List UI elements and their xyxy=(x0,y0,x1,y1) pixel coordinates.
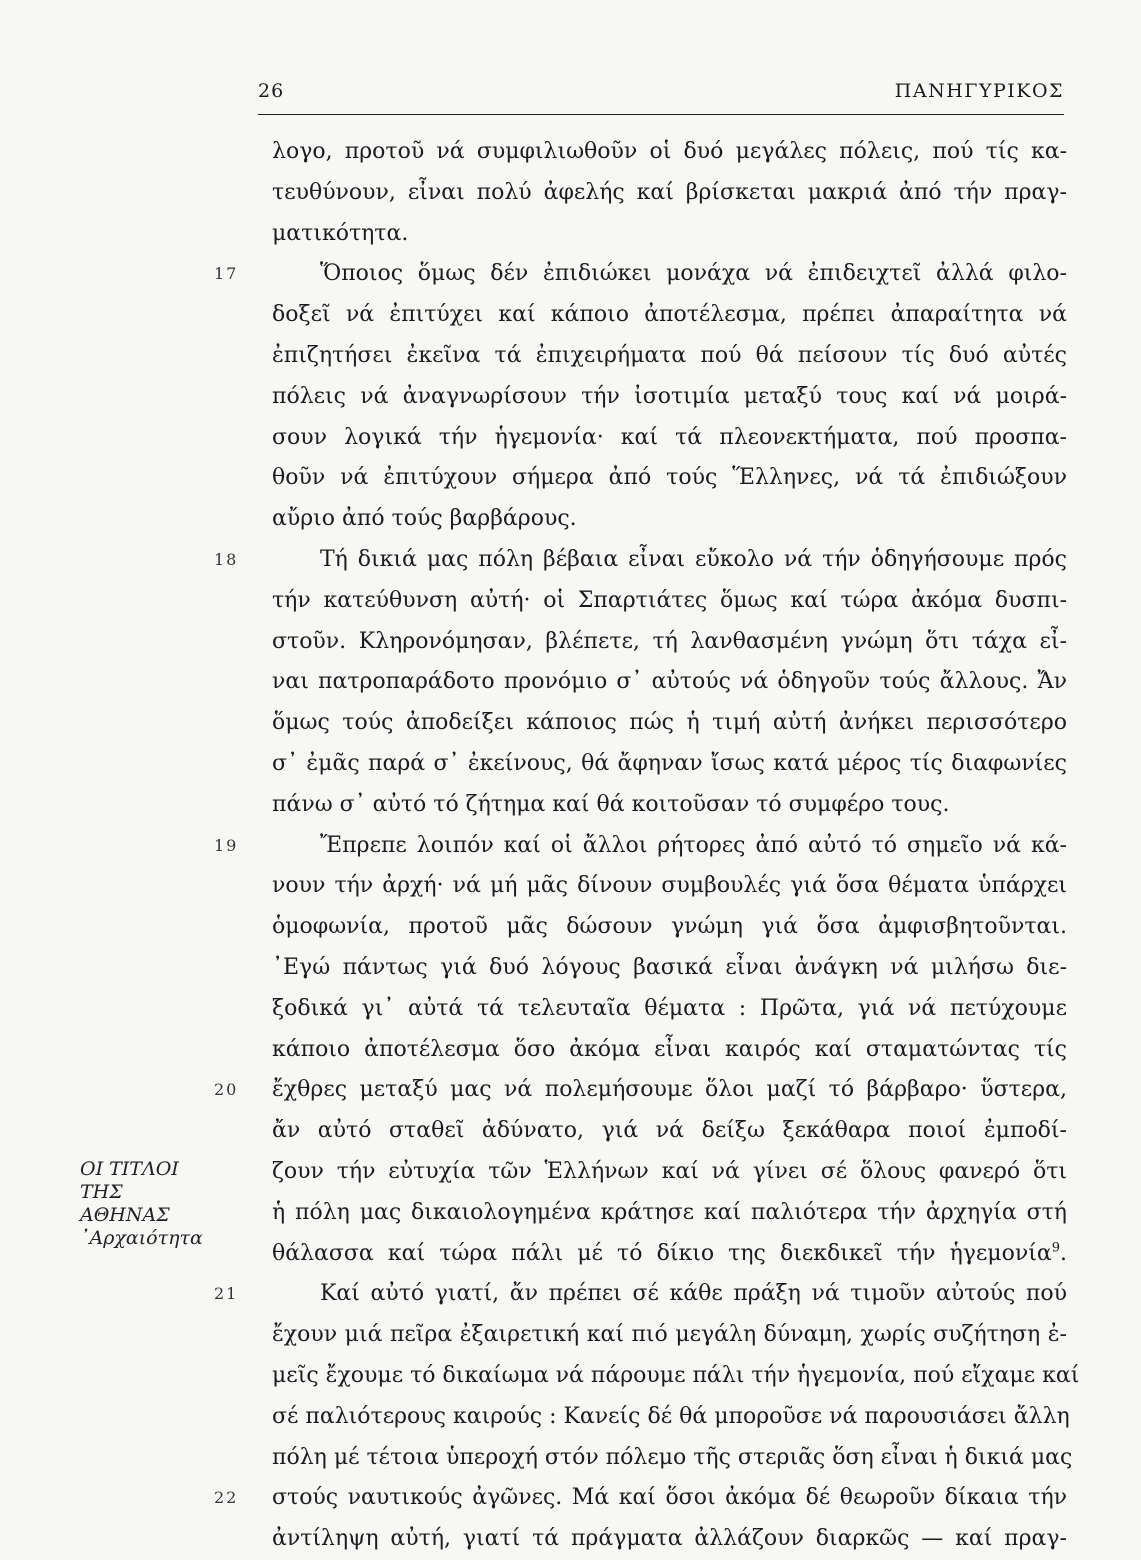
section-number-17: 17 xyxy=(214,264,239,284)
text-line: θοῦν νά ἐπιτύχουν σήμερα ἀπό τούς Ἕλληνες, νά τά ἐπιδιώξουν xyxy=(272,465,1067,491)
margin-note-line: ΑΘΗΝΑΣ xyxy=(80,1204,170,1226)
footnote-end-punct: . xyxy=(1060,1240,1067,1266)
text-line: ξοδικά γι᾽ αὐτά τά τελευταῖα θέματα : Πρῶτα, γιά νά πετύχουμε xyxy=(272,995,1067,1021)
text-line: στοῦν. Κληρονόμησαν, βλέπετε, τή λανθασμένη γνώμη ὅτι τάχα εἶ- xyxy=(272,628,1067,654)
text-line xyxy=(214,1274,1067,1315)
text-line: πάνω σ᾽ αὐτό τό ζήτημα καί θά κοιτοῦσαν τό συμφέρο τους. xyxy=(272,791,950,817)
section-number-18: 18 xyxy=(214,549,239,569)
text-line: ἐπιζητήσει ἐκεῖνα τά ἐπιχειρήματα πού θά πείσουν τίς δυό αὐτές xyxy=(272,342,1067,368)
text-line xyxy=(214,254,1067,295)
text-line: κάποιο ἀποτέλεσμα ὅσο ἀκόμα εἶναι καιρός καί σταματώντας τίς xyxy=(272,1036,1067,1062)
text-line: σ᾽ ἐμᾶς παρά σ᾽ ἐκείνους, θά ἄφηναν ἴσως κατά μέρος τίς διαφωνίες xyxy=(272,750,1067,776)
margin-note xyxy=(80,1158,203,1250)
margin-note-line: ΤΗΣ xyxy=(80,1181,123,1203)
text-line: ζουν τήν εὐτυχία τῶν Ἑλλήνων καί νά γίνει σέ ὅλους φανερό ὅτι xyxy=(272,1158,1067,1184)
text-line-content: θάλασσα καί τώρα πάλι μέ τό δίκιο της διεκδικεῖ τήν ἡγεμονία xyxy=(272,1240,1052,1266)
margin-note-line: ΟΙ ΤΙΤΛΟΙ xyxy=(80,1158,179,1180)
text-line: λογο, προτοῦ νά συμφιλιωθοῦν οἱ δυό μεγάλες πόλεις, πού τίς κα- xyxy=(272,139,1067,164)
text-line xyxy=(214,1478,1067,1519)
text-line-content: Καί αὐτό γιατί, ἄν πρέπει σέ κάθε πράξη νά τιμοῦν αὐτούς πού xyxy=(320,1281,1067,1307)
page-number: 26 xyxy=(258,80,285,102)
text-line: ἔχουν μιά πεῖρα ἐξαιρετική καί πιό μεγάλη δύναμη, χωρίς συζήτηση ἐ- xyxy=(272,1322,1067,1348)
text-line: ᾽Εγώ πάντως γιά δυό λόγους βασικά εἶναι ἀνάγκη νά μιλήσω διε- xyxy=(272,954,1067,980)
text-line: ὁμοφωνία, προτοῦ μᾶς δώσουν γνώμη γιά ὅσα ἀμφισβητοῦνται. xyxy=(272,914,1067,940)
text-line-content: Ἔπρεπε λοιπόν καί οἱ ἄλλοι ρήτορες ἀπό αὐτό τό σημεῖο νά κά- xyxy=(320,832,1067,858)
text-line: αὔριο ἀπό τούς βαρβάρους. xyxy=(272,506,577,532)
running-title: ΠΑΝΗΓΥΡΙΚΟΣ xyxy=(894,80,1064,102)
text-line: ἡ πόλη μας δικαιολογημένα κράτησε καί παλιότερα τήν ἀρχηγία στή xyxy=(272,1199,1067,1225)
text-line: νουν τήν ἀρχή· νά μή μᾶς δίνουν συμβουλές γιά ὅσα θέματα ὑπάρχει xyxy=(272,873,1067,899)
text-line: ὅμως τούς ἀποδείξει κάποιος πώς ἡ τιμή αὐτή ἀνήκει περισσότερο xyxy=(272,710,1067,736)
text-line xyxy=(272,1234,1067,1275)
text-line: πόλη μέ τέτοια ὑπεροχή στόν πόλεμο τῆς στεριᾶς ὅση εἶναι ἡ δικιά μας xyxy=(272,1444,1073,1470)
text-line xyxy=(214,540,1067,581)
text-line: σουν λογικά τήν ἡγεμονία· καί τά πλεονεκτήματα, πού προσπα- xyxy=(272,424,1067,450)
text-line: σέ παλιότερους καιρούς : Κανείς δέ θά μποροῦσε νά παρουσιάσει ἄλλη xyxy=(272,1403,1070,1429)
section-number-20: 20 xyxy=(214,1080,239,1100)
text-line-content: ἔχθρες μεταξύ μας νά πολεμήσουμε ὅλοι μαζί τό βάρβαρο· ὕστερα, xyxy=(272,1077,1067,1103)
text-line: ἄν αὐτό σταθεῖ ἀδύνατο, γιά νά δείξω ξεκάθαρα ποιοί ἐμποδί- xyxy=(272,1118,1067,1144)
section-number-21: 21 xyxy=(214,1284,239,1304)
section-number-19: 19 xyxy=(214,835,239,855)
text-line: δοξεῖ νά ἐπιτύχει καί κάποιο ἀποτέλεσμα, πρέπει ἀπαραίτητα νά xyxy=(272,302,1067,328)
text-line-content: στούς ναυτικούς ἀγῶνες. Μά καί ὅσοι ἀκόμα δέ θεωροῦν δίκαια τήν xyxy=(272,1485,1067,1511)
page-header xyxy=(258,76,1064,115)
body-text xyxy=(214,132,1080,1560)
text-line: ἀντίληψη αὐτή, γιατί τά πράγματα ἀλλάζουν διαρκῶς — καί πραγ- xyxy=(272,1526,1067,1552)
margin-note-line: ᾽Αρχαιότητα xyxy=(80,1227,203,1249)
text-line: μεῖς ἔχουμε τό δικαίωμα νά πάρουμε πάλι τήν ἡγεμονία, πού εἴχαμε καί xyxy=(272,1362,1080,1388)
text-line: ματικότητα. xyxy=(272,220,409,246)
text-line-content: Ὅποιος ὅμως δέν ἐπιδιώκει μονάχα νά ἐπιδειχτεῖ ἀλλά φιλο- xyxy=(320,261,1067,287)
text-line-content: Τή δικιά μας πόλη βέβαια εἶναι εὔκολο νά τήν ὁδηγήσουμε πρός xyxy=(320,546,1067,572)
text-line: ναι πατροπαράδοτο προνόμιο σ᾽ αὐτούς νά ὁδηγοῦν τούς ἄλλους. Ἄν xyxy=(272,669,1067,695)
section-number-22: 22 xyxy=(214,1488,239,1508)
text-line: τήν κατεύθυνση αὐτή· οἱ Σπαρτιάτες ὅμως καί τώρα ἀκόμα δυσπι- xyxy=(272,587,1067,613)
footnote-reference: 9 xyxy=(1051,1240,1060,1256)
text-line: τευθύνουν, εἶναι πολύ ἀφελής καί βρίσκεται μακριά ἀπό τήν πραγ- xyxy=(272,179,1067,205)
text-line xyxy=(214,1070,1067,1111)
text-line xyxy=(214,826,1067,867)
text-line: πόλεις νά ἀναγνωρίσουν τήν ἰσοτιμία μεταξύ τους καί νά μοιρά- xyxy=(272,383,1067,409)
